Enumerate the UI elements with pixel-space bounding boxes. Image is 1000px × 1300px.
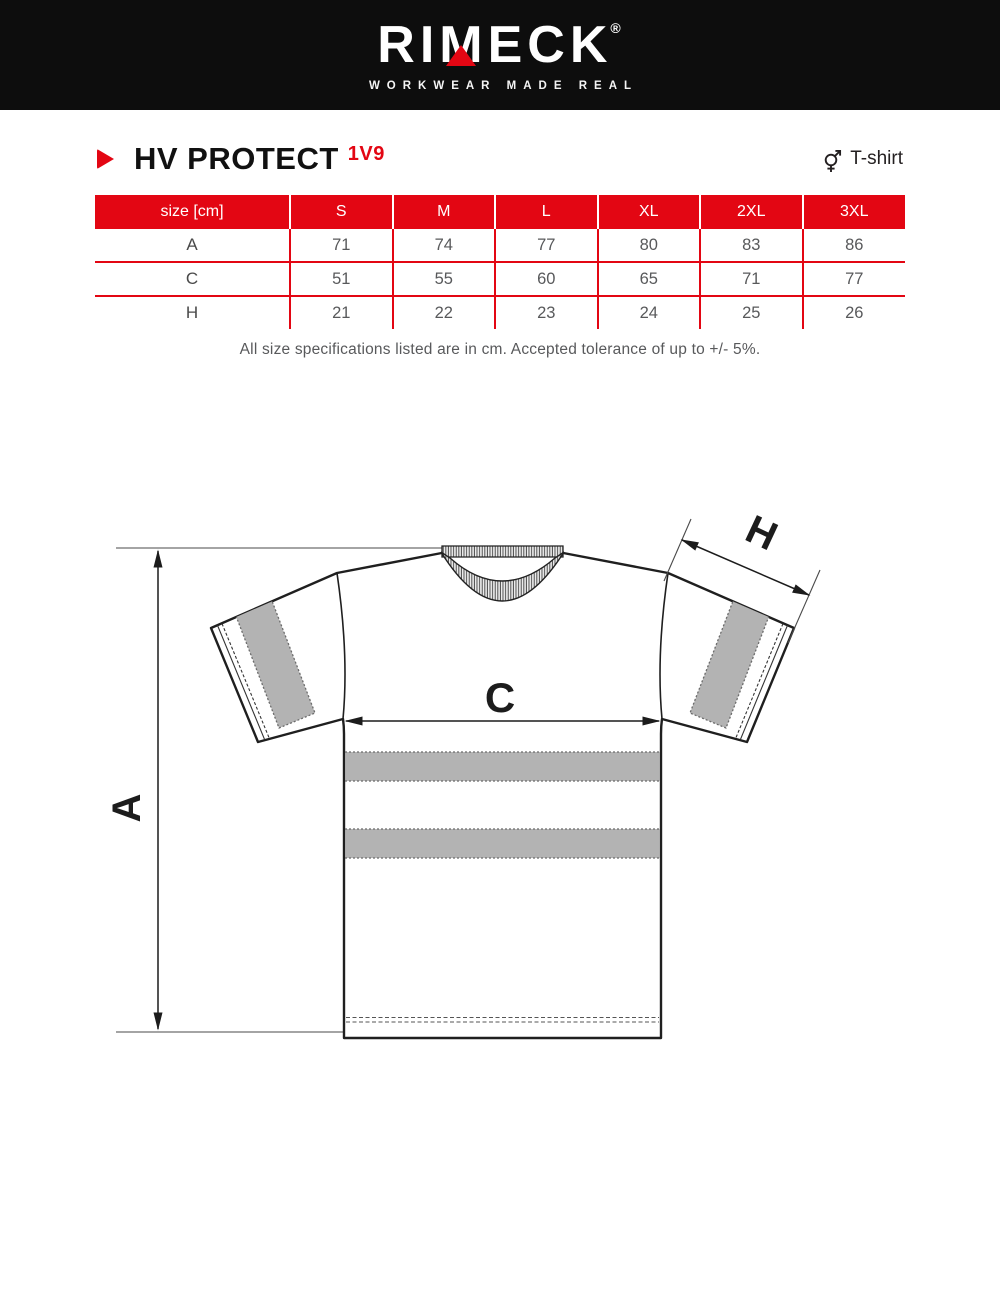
row-label: A <box>95 229 290 262</box>
cell-h-m: 22 <box>393 296 496 329</box>
cell-a-s: 71 <box>290 229 393 262</box>
table-row-a <box>95 229 905 262</box>
logo-text-right: ECK <box>487 15 613 74</box>
header-cell-3xl: 3XL <box>803 195 906 229</box>
header-cell-l: L <box>495 195 598 229</box>
logo-text-left: RI <box>377 15 440 74</box>
brand-logo <box>377 15 622 74</box>
cell-h-3xl: 26 <box>803 296 906 329</box>
row-label: C <box>95 262 290 296</box>
dimension-c-label: C <box>484 674 516 721</box>
size-table-header-row <box>95 195 905 229</box>
table-row-h <box>95 296 905 329</box>
tolerance-note: All size specifications listed are in cm. Accepted tolerance of up to +/- 5%. <box>239 341 761 358</box>
dimension-h-label: H <box>739 507 784 560</box>
brand-band <box>0 0 1000 110</box>
header-cell-xl: XL <box>598 195 701 229</box>
cell-a-3xl: 86 <box>803 229 906 262</box>
size-table <box>95 195 905 329</box>
table-row-c <box>95 262 905 296</box>
header-cell-size: size [cm] <box>95 195 290 229</box>
title-row <box>95 136 903 182</box>
collar-back-rib <box>442 546 563 557</box>
cell-c-xl: 65 <box>598 262 701 296</box>
dimension-a-label: A <box>105 793 149 823</box>
tshirt-outline <box>211 549 794 1038</box>
cell-a-xl: 80 <box>598 229 701 262</box>
title-right <box>823 146 903 173</box>
tshirt-technical-drawing <box>100 480 900 1060</box>
cell-c-3xl: 77 <box>803 262 906 296</box>
registered-mark: ® <box>610 19 621 36</box>
row-label: H <box>95 296 290 329</box>
cell-a-2xl: 83 <box>700 229 803 262</box>
logo-red-triangle-icon <box>446 45 476 66</box>
cell-h-xl: 24 <box>598 296 701 329</box>
header-cell-2xl: 2XL <box>700 195 803 229</box>
cell-c-l: 60 <box>495 262 598 296</box>
product-code: 1V9 <box>347 143 385 165</box>
title-left <box>95 137 385 181</box>
logo-letter-m: M <box>439 15 488 74</box>
dimension-a <box>105 551 158 1029</box>
cell-h-s: 21 <box>290 296 393 329</box>
page-title: HV PROTECT <box>134 141 339 176</box>
product-type-label: T-shirt <box>850 148 903 169</box>
header-cell-s: S <box>290 195 393 229</box>
cell-c-2xl: 71 <box>700 262 803 296</box>
cell-c-s: 51 <box>290 262 393 296</box>
cell-c-m: 55 <box>393 262 496 296</box>
cell-a-l: 77 <box>495 229 598 262</box>
header-cell-m: M <box>393 195 496 229</box>
brand-tagline: WORKWEAR MADE REAL <box>368 79 639 92</box>
cell-h-2xl: 25 <box>700 296 803 329</box>
red-arrow-bullet-icon <box>97 149 114 169</box>
cell-h-l: 23 <box>495 296 598 329</box>
cell-a-m: 74 <box>393 229 496 262</box>
unisex-gender-icon <box>823 146 843 173</box>
